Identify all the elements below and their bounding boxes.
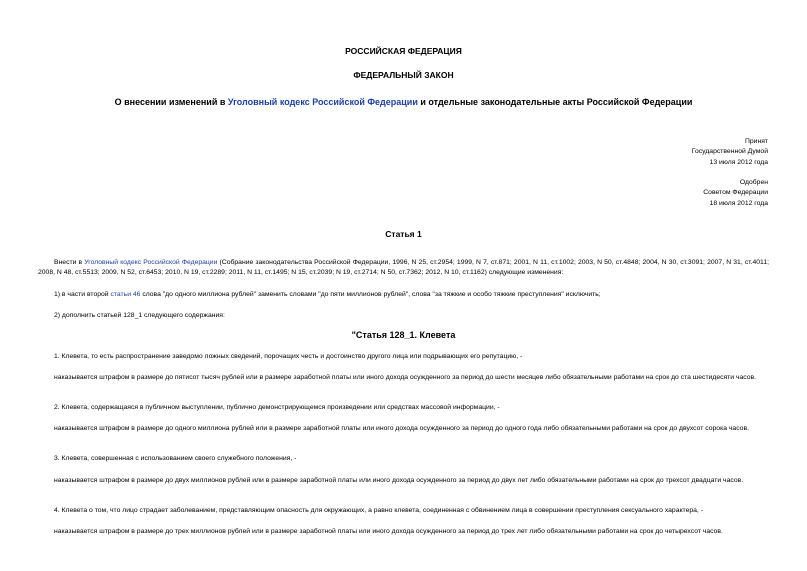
article-1-item-1 [38, 290, 769, 300]
article-46-link[interactable]: статьи 46 [110, 291, 141, 298]
approved-body: Советом Федерации [703, 189, 768, 197]
approved-date: 18 июля 2012 года [709, 199, 768, 207]
intro-pre: Внести в [54, 259, 85, 266]
article-128-1-heading: "Статья 128_1. Клевета [351, 330, 456, 340]
accepted-date: 13 июля 2012 года [709, 158, 768, 166]
article-1-heading: Статья 1 [385, 229, 422, 239]
item1-pre: 1) в части второй [54, 291, 111, 298]
article-1-item-2: 2) дополнить статьей 128_1 следующего содержания: [54, 312, 225, 319]
federation-heading: РОССИЙСКАЯ ФЕДЕРАЦИЯ [345, 46, 462, 56]
accepted-body: Государственной Думой [691, 148, 768, 156]
article-128-1-part-2: 2. Клевета, содержащаяся в публичном выступлении, публично демонстрирующемся произведении или средствах массовой информации, - [54, 404, 500, 411]
approved-label: Одобрен [739, 179, 768, 186]
article-128-1-part-1: 1. Клевета, то есть распространение заведомо ложных сведений, порочащих честь и достоинство другого лица или подрывающих его репутацию, - [54, 353, 523, 360]
article-128-1-part-2-penalty: наказывается штрафом в размере до одного миллиона рублей или в размере заработной платы или иного дохода осужденного за период до одного года либо обязательными работами на срок до двухсот сорока часов. [54, 425, 749, 432]
item1-post: слова "до одного миллиона рублей" заменить словами "до пяти миллионов рублей", слова "за тяжкие и особо тяжкие преступления" исключить; [140, 291, 601, 298]
criminal-code-link[interactable]: Уголовный кодекс Российской Федерации [227, 97, 418, 107]
article-128-1-part-3: 3. Клевета, совершенная с использованием своего служебного положения, - [54, 455, 297, 462]
adoption-council [703, 178, 768, 209]
law-title-pre: О внесении изменений в [114, 97, 228, 107]
law-type-heading: ФЕДЕРАЛЬНЫЙ ЗАКОН [353, 70, 454, 80]
law-title-post: и отдельные законодательные акты Российской Федерации [417, 97, 693, 107]
article-128-1-part-3-penalty: наказывается штрафом в размере до двух миллионов рублей или в размере заработной платы или иного дохода осужденного за период до двух лет либо обязательными работами на срок до трехсот двадцати часов. [54, 477, 744, 484]
article-1-intro [38, 258, 769, 279]
intro-criminal-code-link[interactable]: Уголовный кодекс Российской Федерации [84, 259, 218, 266]
article-128-1-part-4: 4. Клевета о том, что лицо страдает заболеванием, представляющим опасность для окружающих, а равно клевета, соединенная с обвинением лица в совершении преступления сексуального характера, - [54, 507, 703, 514]
intro-post: (Собрание законодательства Российской Федерации, 1996, N 25, ст.2954; 1999, N 7, ст.871; 2001, N 11, ст.1002; 2003, N 50, ст.4848; 2004, N 30, ст.3091; 2007, N 31, ст.4011; 2008, N 48, ст.5513; 2009, N 52, ст.6453; 2010, N 19, ст.2289; 2011, N 11, ст.1495; N 15, ст.2039; N 19, ст.2714; N 50, ст.7362; 2012, N 10, ст.1162) следующие изменения: [38, 259, 769, 277]
adoption-duma [692, 137, 768, 168]
accepted-label: Принят [744, 138, 768, 145]
article-128-1-part-4-penalty: наказывается штрафом в размере до трех миллионов рублей или в размере заработной платы или иного дохода осужденного за период до трех лет либо обязательными работами на срок до четырехсот часов. [54, 528, 723, 535]
article-128-1-part-1-penalty: наказывается штрафом в размере до пятисот тысяч рублей или в размере заработной платы или иного дохода осужденного за период до шести месяцев либо обязательными работами на срок до ста шестидесяти часов. [54, 374, 757, 381]
law-title [0, 97, 807, 107]
